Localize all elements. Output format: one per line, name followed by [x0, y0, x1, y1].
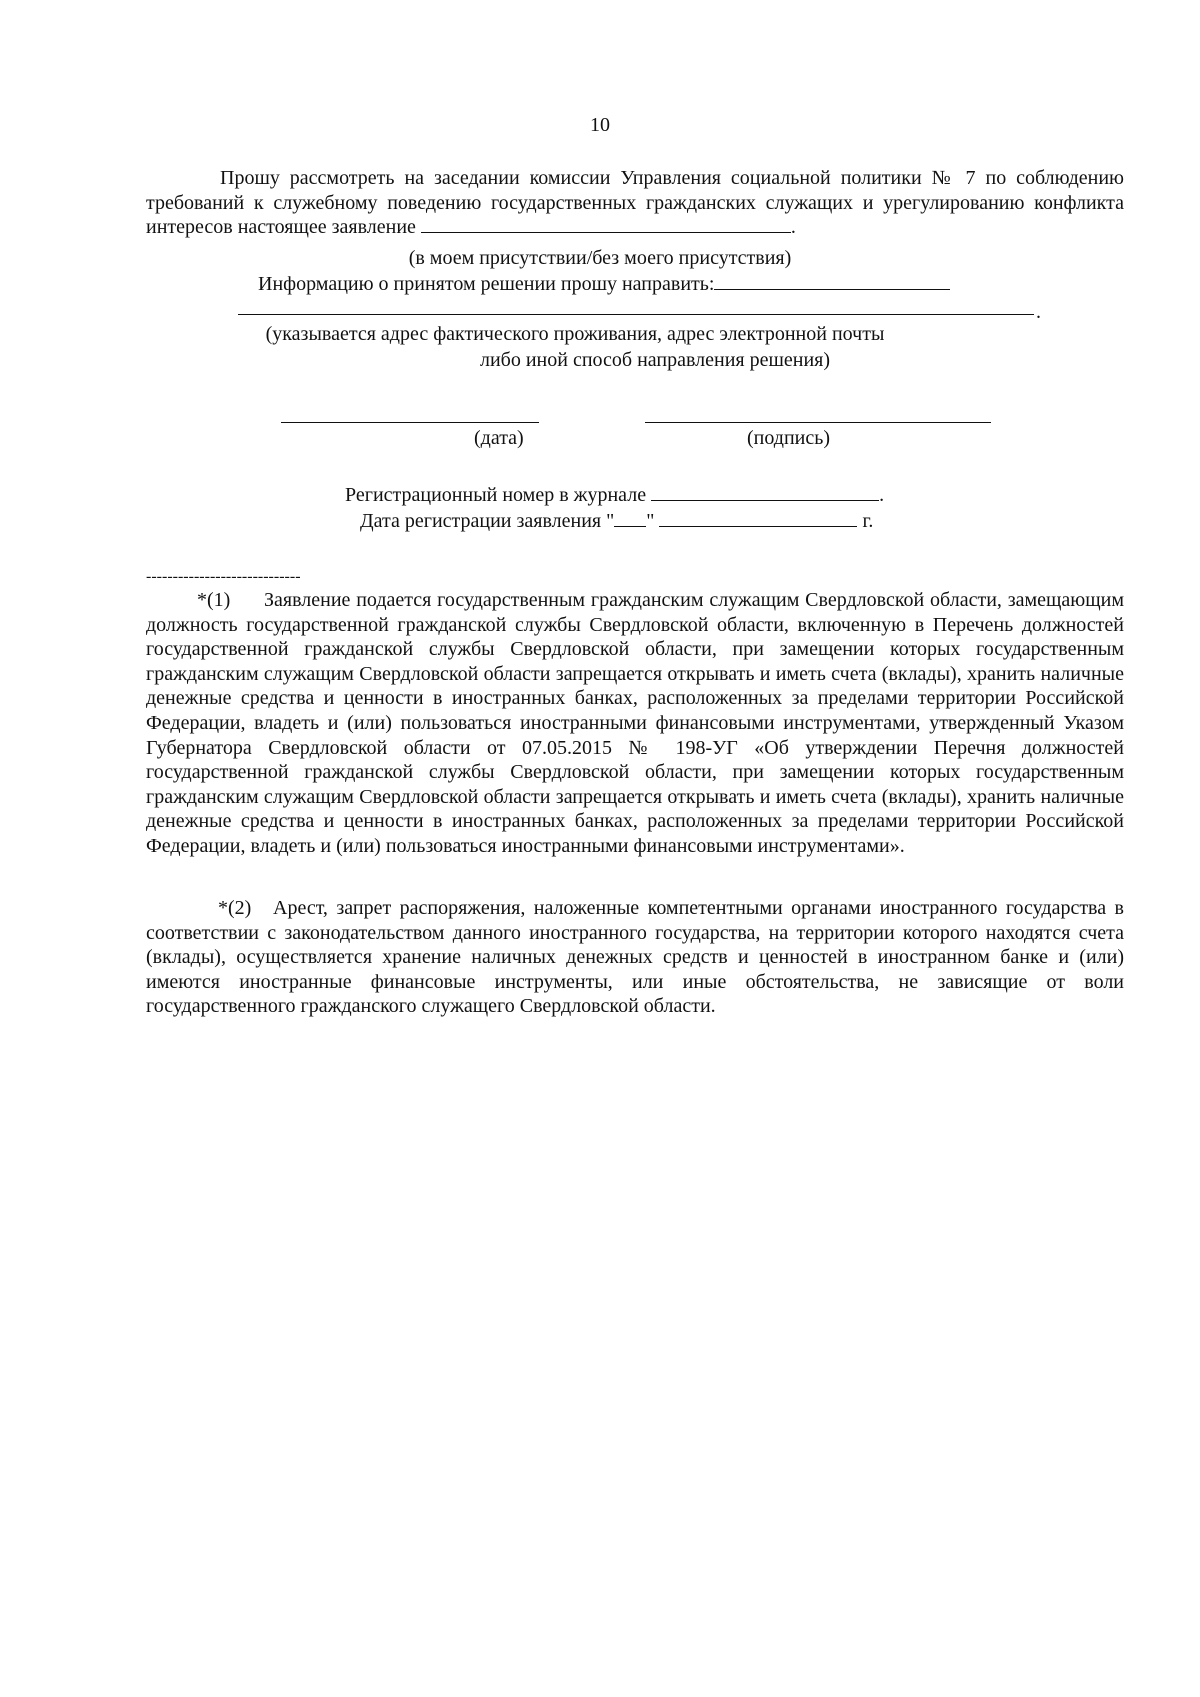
request-text: Прошу рассмотреть на заседании комиссии Управления социальной политики № 7 по соблюдению требований к служебному поведению государственных гражданских служащих и урегулированию конфликта интересов настоящее заявление [146, 167, 1124, 239]
registration-month-year-blank [659, 509, 857, 527]
registration-day-blank [614, 509, 646, 527]
footnote-separator: ----------------------------- [146, 568, 301, 585]
registration-date-prefix: Дата регистрации заявления " [360, 510, 615, 532]
registration-number-line: Регистрационный номер в журнале . [345, 484, 885, 506]
request-paragraph [146, 166, 1124, 240]
address-blank-period: . [1036, 301, 1041, 323]
address-note-line2: либо иной способ направления решения) [479, 349, 831, 371]
footnote-2-text: Арест, запрет распоряжения, наложенные компетентными органами иностранного государства в соответствии с законодательством данного иностранного государства, на территории которого находятся счета (вклады), осуществляется хранение наличных денежных средств и ценностей в иностранном банке и (или) имеются иностранные финансовые инструменты, или иные обстоятельства, не зависящие от воли государственного гражданского служащего Свердловской области. [146, 897, 1124, 1018]
signature-label: (подпись) [747, 427, 831, 449]
page-number: 10 [590, 114, 610, 136]
statement-blank [421, 215, 791, 233]
registration-number-blank [651, 483, 879, 501]
address-note-line1: (указывается адрес фактического проживания, адрес электронной почты [265, 323, 885, 345]
presence-note: (в моем присутствии/без моего присутствия) [408, 247, 792, 269]
footnote-1-text: Заявление подается государственным гражданским служащим Свердловской области, замещающим должность государственной гражданской службы Свердловской области, включенную в Перечень должностей государственной гражданской службы Свердловской области, при замещении которых государственным гражданским служащим Свердловской области запрещается открывать и иметь счета (вклады), хранить наличные денежные средства и ценности в иностранных банках, расположенных за пределами территории Российской Федерации, владеть и (или) пользоваться иностранными финансовыми инструментами, утвержденный Указом Губернатора Свердловской области от 07.05.2015 № 198-УГ «Об утверждении Перечня должностей государственной гражданской службы Свердловской области, при замещении которых государственным гражданским служащим Свердловской области запрещается открывать и иметь счета (вклады), хранить наличные денежные средства и ценности в иностранных банках, расположенных за пределами территории Российской Федерации, владеть и (или) пользоваться иностранными финансовыми инструментами». [146, 589, 1124, 857]
info-request-blank [714, 272, 950, 290]
footnote-2 [146, 896, 1124, 1019]
request-end: . [790, 216, 796, 239]
footnote-1-mark: *(1) [197, 589, 231, 611]
registration-date-mid: " [646, 510, 655, 532]
info-request-line [258, 272, 950, 296]
address-blank-line [238, 314, 1034, 315]
registration-number-text: Регистрационный номер в журнале [345, 484, 647, 506]
registration-date-line [360, 509, 873, 533]
footnote-1 [146, 588, 1124, 859]
signature-blank-line [645, 422, 991, 423]
footnote-2-mark: *(2) [218, 897, 252, 919]
date-blank-line [281, 422, 539, 423]
info-request-text: Информацию о принятом решении прошу направить: [258, 273, 715, 295]
registration-date-suffix: г. [862, 510, 874, 532]
date-label: (дата) [474, 427, 524, 449]
